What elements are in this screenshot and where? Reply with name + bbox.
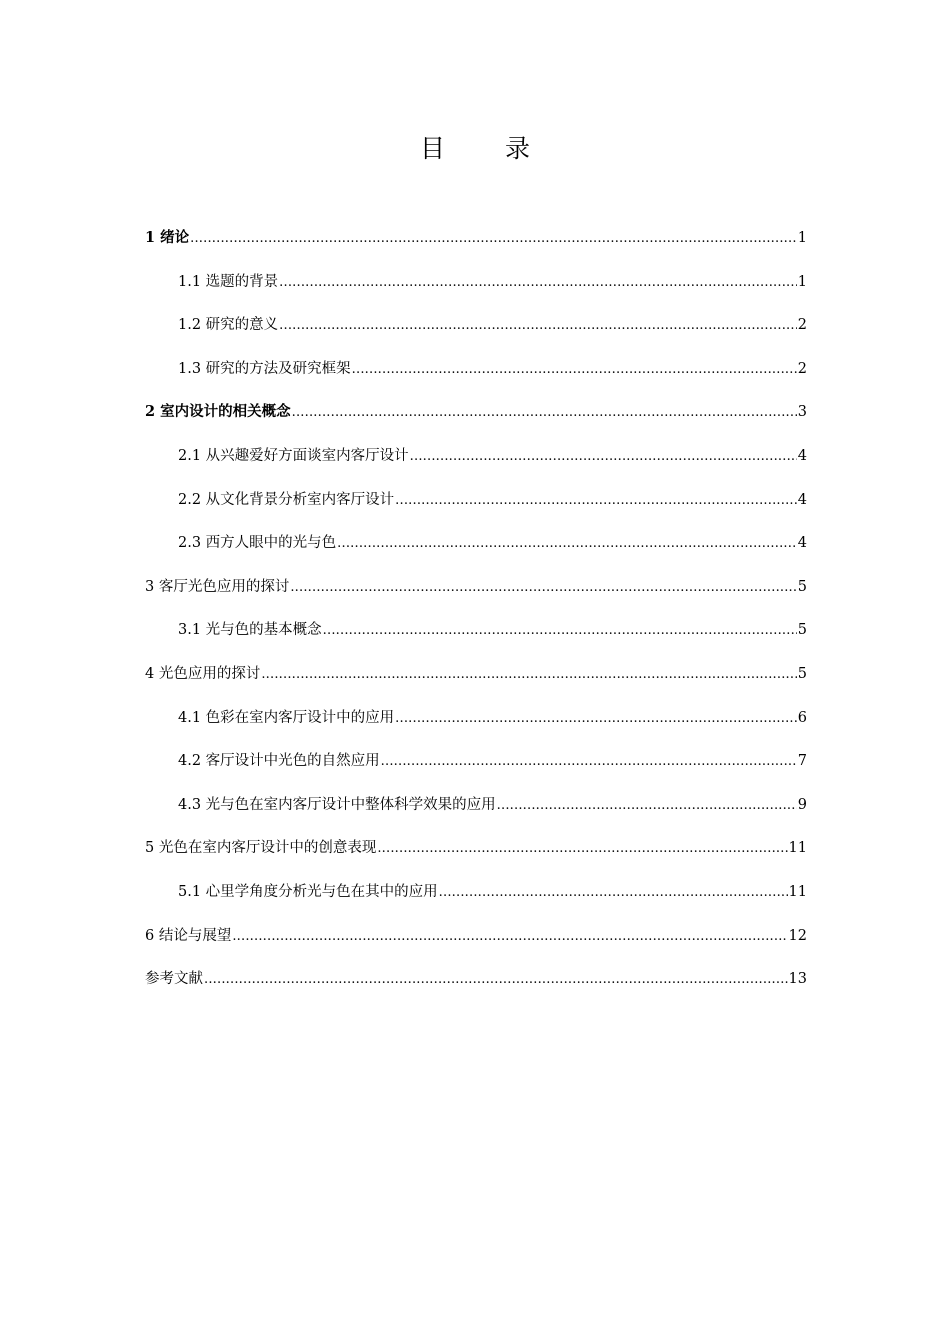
toc-entry-page-number: 6 [797, 709, 807, 726]
toc-entry[interactable] [145, 264, 807, 308]
toc-entry-page-number: 4 [797, 491, 807, 508]
toc-entry-label: 2 室内设计的相关概念 [145, 403, 291, 421]
toc-entry-page-number: 5 [797, 622, 807, 639]
toc-entry-label: 4 光色应用的探讨 [145, 665, 261, 682]
toc-entry-label: 1.2 研究的意义 [178, 317, 279, 334]
toc-entry-page-number: 13 [788, 971, 807, 988]
toc-entry-label: 参考文献 [145, 971, 203, 988]
dot-leader [497, 787, 797, 824]
toc-entry-label: 1.3 研究的方法及研究框架 [178, 360, 351, 377]
toc-entry-page-number: 11 [788, 883, 807, 900]
toc-entry-page-number: 11 [788, 840, 807, 857]
dot-leader [261, 656, 796, 693]
toc-entry-label: 6 结论与展望 [145, 927, 232, 944]
dot-leader [290, 569, 796, 606]
toc-entry[interactable] [145, 700, 807, 744]
toc-entry-page-number: 9 [797, 796, 807, 813]
toc-entry[interactable] [145, 569, 807, 613]
toc-entry[interactable] [145, 220, 807, 264]
toc-entry[interactable] [145, 394, 807, 438]
dot-leader [377, 830, 787, 867]
toc-entry[interactable] [145, 525, 807, 569]
dot-leader [381, 743, 797, 780]
toc-entry-label: 2.2 从文化背景分析室内客厅设计 [178, 491, 395, 508]
dot-leader [352, 351, 797, 388]
toc-entry[interactable] [145, 656, 807, 700]
dot-leader [292, 394, 797, 431]
toc-entry-label: 3 客厅光色应用的探讨 [145, 578, 290, 595]
toc-entry-page-number: 2 [797, 360, 807, 377]
dot-leader [439, 874, 788, 911]
toc-entry-page-number: 1 [797, 273, 807, 290]
toc-entry[interactable] [145, 874, 807, 918]
page-title: 目 录 [420, 134, 556, 163]
toc-entry[interactable] [145, 351, 807, 395]
toc-entry-page-number: 7 [797, 753, 807, 770]
toc-entry-page-number: 5 [797, 578, 807, 595]
toc-entry-label: 1.1 选题的背景 [178, 273, 279, 290]
toc-entry[interactable] [145, 830, 807, 874]
dot-leader [410, 438, 797, 475]
dot-leader [279, 264, 797, 301]
toc-entry-label: 5.1 心里学角度分析光与色在其中的应用 [178, 883, 438, 900]
dot-leader [323, 612, 797, 649]
dot-leader [232, 918, 787, 955]
toc-entry[interactable] [145, 961, 807, 1005]
dot-leader [395, 482, 797, 519]
toc-entry-page-number: 4 [797, 447, 807, 464]
dot-leader [395, 700, 797, 737]
toc-entry-label: 4.3 光与色在室内客厅设计中整体科学效果的应用 [178, 796, 496, 813]
dot-leader [337, 525, 797, 562]
toc-entry[interactable] [145, 787, 807, 831]
toc-entry-page-number: 3 [797, 404, 807, 421]
toc-entry-label: 2.1 从兴趣爱好方面谈室内客厅设计 [178, 447, 409, 464]
toc-entry[interactable] [145, 438, 807, 482]
toc-entry-page-number: 4 [797, 535, 807, 552]
toc-entry-label: 5 光色在室内客厅设计中的创意表现 [145, 840, 377, 857]
toc-entry[interactable] [145, 482, 807, 526]
toc-entry-label: 4.2 客厅设计中光色的自然应用 [178, 753, 380, 770]
toc-entry-label: 1 绪论 [145, 229, 190, 246]
toc-entry-page-number: 2 [797, 317, 807, 334]
dot-leader [190, 220, 797, 257]
table-of-contents [145, 220, 807, 1005]
toc-entry-label: 3.1 光与色的基本概念 [178, 622, 322, 639]
toc-entry-label: 2.3 西方人眼中的光与色 [178, 535, 337, 552]
toc-entry-page-number: 5 [797, 665, 807, 682]
toc-entry[interactable] [145, 612, 807, 656]
toc-entry-page-number: 12 [788, 927, 807, 944]
toc-entry[interactable] [145, 918, 807, 962]
dot-leader [204, 961, 788, 998]
toc-entry[interactable] [145, 307, 807, 351]
toc-entry-label: 4.1 色彩在室内客厅设计中的应用 [178, 709, 395, 726]
toc-entry-page-number: 1 [797, 230, 807, 246]
dot-leader [279, 307, 797, 344]
toc-entry[interactable] [145, 743, 807, 787]
